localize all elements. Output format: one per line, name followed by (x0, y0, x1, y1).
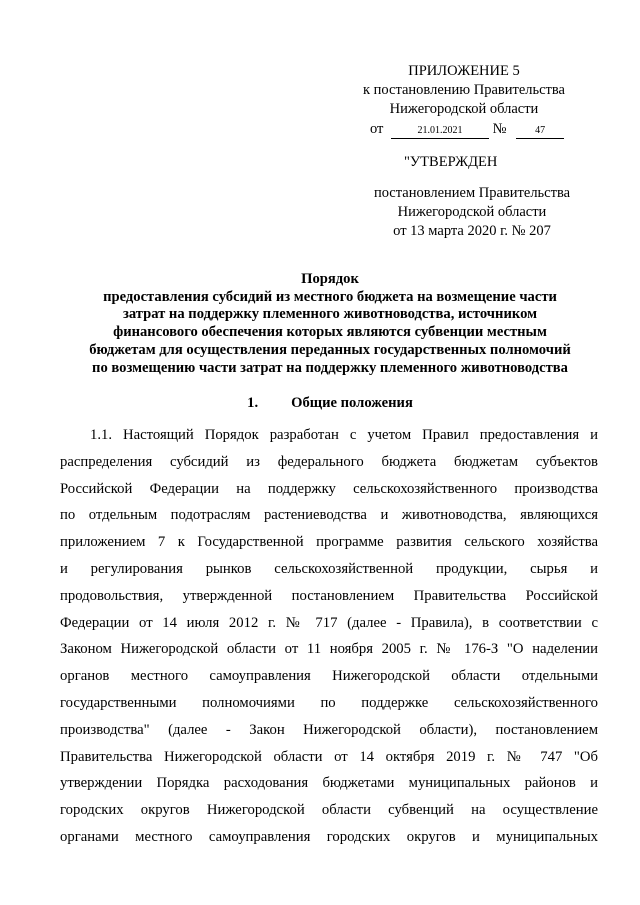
body-line: Федерации от 14 июля 2012 г. № 717 (далее - Правила), в соответствии с (60, 614, 598, 631)
ref-number-label: № (492, 121, 507, 137)
body-line: утверждении Порядка расходования бюджетами муниципальных районов и (60, 775, 598, 792)
body-line: приложением 7 к Государственной программе развития сельского хозяйства (60, 534, 598, 551)
body-line: государственными полномочиями по поддержке сельскохозяйственного (60, 694, 598, 711)
approved-title: "УТВЕРЖДЕН (404, 154, 498, 170)
document-title-line: финансового обеспечения которых являются субвенции местным (113, 324, 547, 341)
ref-date-field: 21.01.2021 (391, 124, 489, 139)
approved-line-3: от 13 марта 2020 г. № 207 (393, 223, 551, 239)
approved-body (352, 184, 592, 241)
approved-line-2: Нижегородской области (397, 204, 547, 220)
body-line: распределения субсидий из федерального бюджета бюджетам субъектов (60, 453, 598, 470)
approved-line-1: постановлением Правительства (373, 185, 571, 201)
approved-block (352, 153, 592, 241)
body-line: Законом Нижегородской области от 11 ноября 2005 г. № 176-З "О наделении (60, 641, 598, 658)
body-line: Правительства Нижегородской области от 14 октября 2019 г. № 747 "Об (60, 748, 598, 765)
body-line: по отдельным подотраслям растениеводства и животноводства, являющихся (60, 507, 598, 524)
body-line: органов местного самоуправления Нижегородской области отдельными (60, 668, 598, 685)
body-line: производства" (далее - Закон Нижегородской области), постановлением (60, 721, 598, 738)
body-line: городских округов Нижегородской области субвенций на осуществление (60, 802, 598, 819)
ref-prefix: от (370, 121, 384, 137)
document-title-line: Порядок (301, 271, 359, 287)
body-line: продовольствия, утвержденной постановлением Правительства Российской (60, 587, 598, 604)
body-line: и регулирования рынков сельскохозяйственной продукции, сырья и (60, 560, 598, 577)
document-title-line: по возмещению части затрат на поддержку племенного животноводства (92, 359, 568, 376)
body-paragraph (60, 422, 598, 851)
document-title-line: затрат на поддержку племенного животноводства, источником (122, 306, 538, 323)
document-title-line: предоставления субсидий из местного бюджета на возмещение части (103, 288, 557, 305)
body-line: Российской Федерации на поддержку сельскохозяйственного производства (60, 480, 598, 497)
body-line: 1.1. Настоящий Порядок разработан с учетом Правил предоставления и (90, 427, 598, 443)
appendix-title: ПРИЛОЖЕНИЕ 5 (408, 63, 520, 79)
appendix-line-1: к постановлению Правительства (363, 82, 565, 98)
appendix-block (340, 62, 588, 139)
section-heading (60, 394, 600, 412)
ref-number-field: 47 (516, 124, 564, 139)
appendix-reference-row (340, 120, 588, 139)
section-number: 1. (247, 395, 259, 411)
body-line: органами местного самоуправления городских округов и муниципальных (60, 828, 598, 845)
document-title-line: бюджетам для осуществления переданных государственных полномочий (89, 341, 571, 358)
section-title: Общие положения (291, 395, 413, 411)
appendix-line-2: Нижегородской области (389, 101, 539, 117)
document-title (60, 271, 600, 377)
